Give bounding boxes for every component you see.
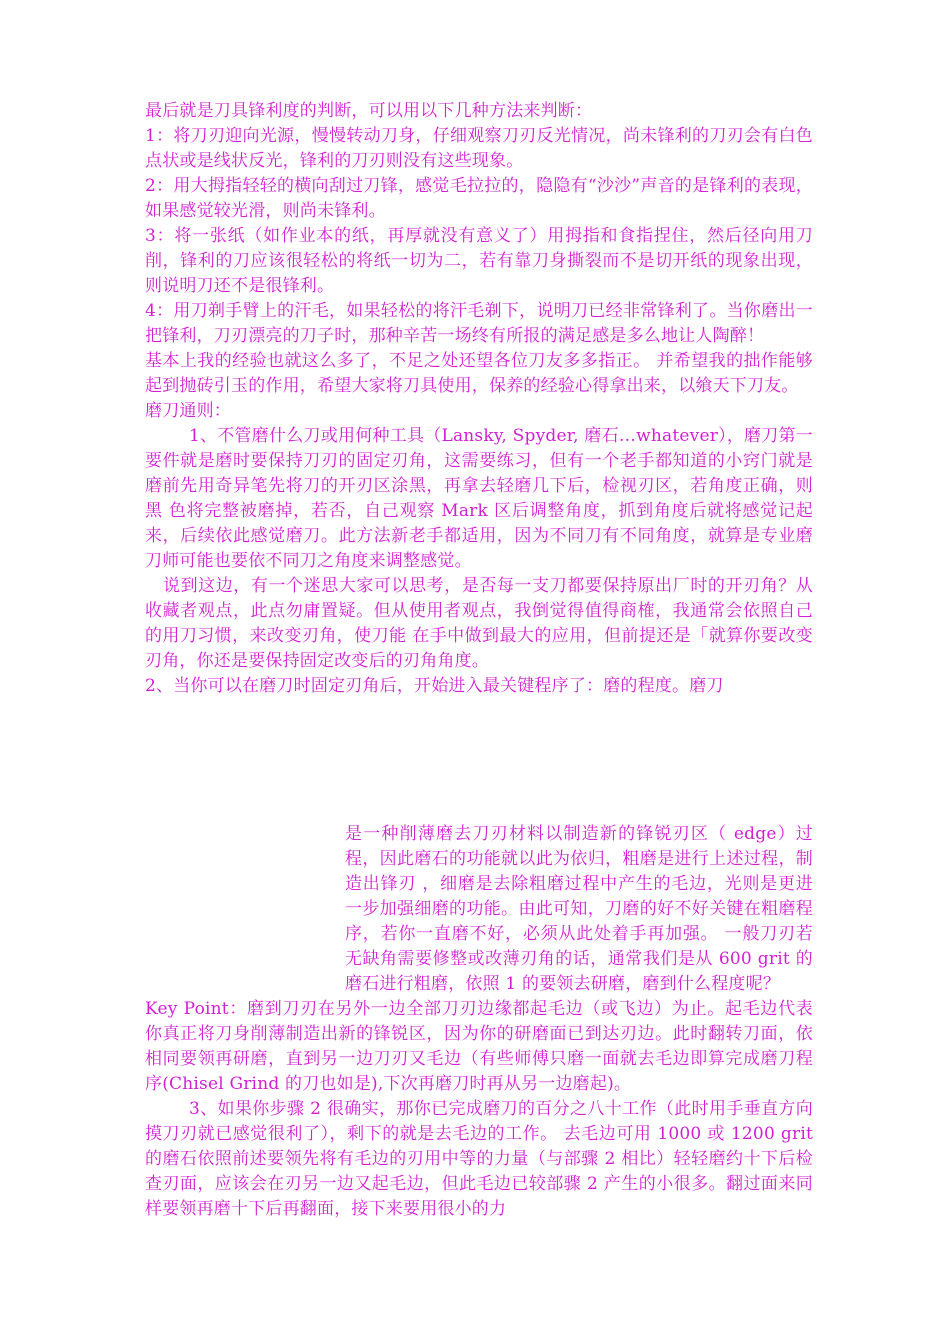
- key-point-paragraph: Key Point：磨到刀刃在另外一边全部刀刃边缘都起毛边（或飞边）为止。起毛边代表你真正将刀身削薄制造出新的锋锐区，因为你的研磨面已到达刃边。此时翻转刀面，依相同要领再研磨，直到另一边刀刃又毛边（有些师傅只磨一面就去毛边即算完成磨刀程序(Chisel Grind 的刀也如是),下次再磨刀时再从另一边磨起)。: [145, 999, 813, 1094]
- rule-3-paragraph: 3、如果你步骤 2 很确实，那你已完成磨刀的百分之八十工作（此时用手垂直方向摸刀刃就已感觉很利了），剩下的就是去毛边的工作。 去毛边可用 1000 或 1200 grit 的磨石依照前述要领先将有毛边的刃用中等的力量（与部骤 2 相比）轻轻磨约十下后检查刃面，应该会在刃另一边又起毛边，但此毛边已较部骤 2 产生的小很多。翻过面来同样要领再磨十下后再翻面，接下来要用很小的力: [145, 1099, 813, 1219]
- rule-2-continued-paragraph: 是一种削薄磨去刀刃材料以制造新的锋锐刃区（ edge）过程，因此磨石的功能就以此为依归，粗磨是进行上述过程，制造出锋刃 ，细磨是去除粗磨过程中产生的毛边，光则是更进一步加强细磨的功能。由此可知，刀磨的好不好关键在粗磨程序，若你一直磨不好，必须从此处着手再加强。 一般刀刃若无缺角需要修整或改薄刃角的话，通常我们是从 600 grit 的磨石进行粗磨，依照 1 的要领去研磨，磨到什么程度呢？: [345, 824, 813, 994]
- method-2-paragraph: 2：用大拇指轻轻的横向刮过刀锋，感觉毛拉拉的，隐隐有“沙沙”声音的是锋利的表现，如果感觉较光滑，则尚未锋利。: [145, 176, 813, 221]
- intro-paragraph: 最后就是刀具锋利度的判断，可以用以下几种方法来判断：: [145, 101, 593, 121]
- rule-1-paragraph: 1、不管磨什么刀或用何种工具（Lansky, Spyder, 磨石…whatever），磨刀第一要件就是磨时要保持刀刃的固定刃角，这需要练习，但有一个老手都知道的小窍门就是磨前先用奇异笔先将刀的开刃区涂黑，再拿去轻磨几下后，检视刃区，若角度正确，则黑 色将完整被磨掉，若否，自己观察 Mark 区后调整角度，抓到角度后就将感觉记起来，后续依此感觉磨刀。此方法新老手都适用，因为不同刀有不同角度，就算是专业磨刀师可能也要依不同刀之角度来调整感觉。: [145, 426, 813, 571]
- method-4-paragraph: 4：用刀剃手臂上的汗毛，如果轻松的将汗毛剃下，说明刀已经非常锋利了。当你磨出一把锋利，刀刃漂亮的刀子时，那种辛苦一场终有所报的满足感是多么地让人陶醉！: [145, 301, 813, 346]
- closing-paragraph: 基本上我的经验也就这么多了，不足之处还望各位刀友多多指正。 并希望我的拙作能够起到抛砖引玉的作用，希望大家将刀具使用，保养的经验心得拿出来，以飨天下刀友。: [145, 351, 813, 396]
- method-1-paragraph: 1：将刀刃迎向光源，慢慢转动刀身，仔细观察刀刃反光情况，尚未锋利的刀刃会有白色点状或是线状反光，锋利的刀刃则没有这些现象。: [145, 126, 813, 171]
- method-3-paragraph: 3：将一张纸（如作业本的纸，再厚就没有意义了）用拇指和食指捏住，然后径向用刀削，锋利的刀应该很轻松的将纸一切为二，若有靠刀身撕裂而不是切开纸的现象出现，则说明刀还不是很锋利。: [145, 226, 813, 296]
- text-block-bottom: [145, 822, 813, 1222]
- discussion-paragraph: 说到这边，有一个迷思大家可以思考，是否每一支刀都要保持原出厂时的开刃角？从收藏者观点，此点勿庸置疑。但从使用者观点，我倒觉得值得商榷，我通常会依照自己的用刀习惯，来改变刃角，使刀能 在手中做到最大的应用，但前提还是「就算你要改变刃角，你还是要保持固定改变后的刃角角度。: [145, 576, 813, 671]
- section-heading: 磨刀通则：: [145, 401, 231, 421]
- rule-2-start-paragraph: 2、当你可以在磨刀时固定刃角后，开始进入最关键程序了：磨的程度。磨刀: [145, 676, 724, 696]
- text-block-top: [145, 99, 813, 699]
